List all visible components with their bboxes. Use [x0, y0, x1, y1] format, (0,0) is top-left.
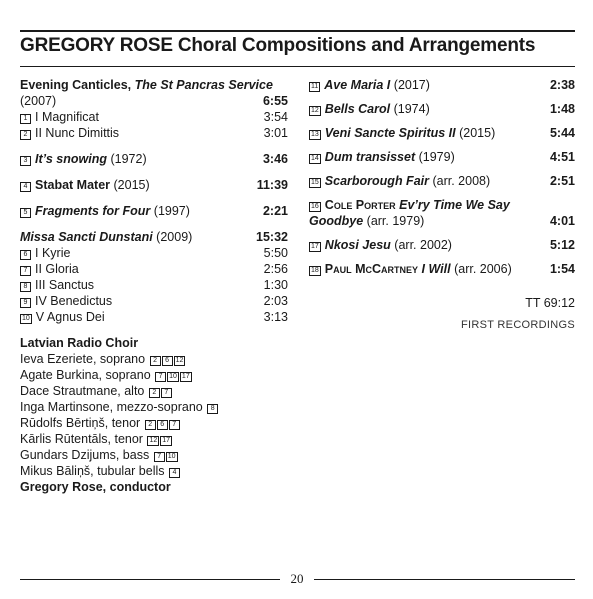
- track-year: (arr. 2006): [454, 262, 512, 276]
- missa-heading: [20, 229, 288, 245]
- track-number: 15: [311, 179, 319, 186]
- track-number: 9: [20, 298, 31, 308]
- track-year: (1972): [110, 152, 147, 166]
- track-year: (arr. 2002): [394, 238, 452, 252]
- track-row: [309, 173, 575, 189]
- right-column: [309, 77, 575, 333]
- track-number: 2: [20, 130, 31, 140]
- soloist-line: [20, 463, 288, 479]
- performers-block: [20, 335, 288, 495]
- soloist-line: [20, 367, 288, 383]
- track-ref: 8: [207, 404, 218, 414]
- track-year: (arr. 2008): [432, 174, 491, 188]
- track-label: III Sanctus: [35, 278, 95, 292]
- track-year: (1997): [153, 204, 190, 218]
- track-number: 10: [22, 315, 30, 322]
- track-label: IV Benedictus: [35, 294, 113, 308]
- track-year: (1974): [393, 102, 430, 116]
- track-row: [20, 261, 288, 277]
- track-number: 13: [311, 131, 319, 138]
- track-duration: 1:30: [263, 278, 288, 292]
- track-row: [309, 101, 575, 117]
- track-ref: 7: [154, 452, 165, 462]
- track-ref: 17: [162, 437, 171, 444]
- soloist-line: [20, 399, 288, 415]
- track-row: [20, 151, 288, 167]
- track-row: [20, 203, 288, 219]
- soloist-name: Inga Martinsone, mezzo-soprano: [20, 400, 203, 414]
- track-year: (2015): [113, 178, 150, 192]
- track-year: (2017): [393, 78, 430, 92]
- track-label: II Nunc Dimittis: [35, 126, 120, 140]
- track-ref: 7: [169, 420, 180, 430]
- track-duration: 4:01: [549, 214, 575, 228]
- track-number: 5: [20, 208, 31, 218]
- soloist-line: [20, 351, 288, 367]
- track-row: [20, 109, 288, 125]
- track-duration: 5:12: [549, 238, 575, 252]
- track-duration: 2:38: [549, 78, 575, 92]
- track-row: [20, 309, 288, 325]
- track-duration: 2:03: [263, 294, 288, 308]
- track-title: Bells Carol: [324, 102, 391, 116]
- track-duration: 2:51: [549, 174, 575, 188]
- track-row: [20, 293, 288, 309]
- left-column: [20, 77, 288, 495]
- track-label: V Agnus Dei: [35, 310, 105, 324]
- soloist-name: Dace Strautmane, alto: [20, 384, 145, 398]
- track-duration: 3:01: [263, 126, 288, 140]
- track-ref: 7: [155, 372, 166, 382]
- track-ref: 12: [175, 357, 184, 364]
- track-title: I Will: [421, 262, 451, 276]
- soloist-name: Ieva Ezeriete, soprano: [20, 352, 146, 366]
- track-row: [309, 77, 575, 93]
- track-label: I Magnificat: [35, 110, 99, 124]
- track-duration: 3:46: [262, 152, 288, 166]
- track-number: 18: [311, 267, 319, 274]
- track-duration: 1:54: [549, 262, 575, 276]
- track-ref: 2: [149, 388, 160, 398]
- choir-name: Latvian Radio Choir: [20, 336, 139, 350]
- canticles-block: [20, 77, 288, 141]
- top-rule: [20, 30, 575, 32]
- missa-block: [20, 229, 288, 325]
- track-label: I Kyrie: [35, 246, 71, 260]
- track-title: Ave Maria I: [324, 78, 391, 92]
- track-number: 8: [20, 282, 31, 292]
- track-year: (2015): [459, 126, 496, 140]
- track-composer: Paul McCartney: [324, 262, 419, 276]
- track-number: 7: [20, 266, 31, 276]
- soloist-name: Agate Burkina, soprano: [20, 368, 151, 382]
- soloist-name: Gundars Dzijums, bass: [20, 448, 150, 462]
- track-number: 14: [311, 155, 319, 162]
- track-row: [309, 261, 575, 277]
- track-number: 1: [20, 114, 31, 124]
- conductor-name: Gregory Rose, conductor: [20, 480, 171, 494]
- track-ref: 12: [149, 437, 158, 444]
- track-number: 16: [311, 203, 319, 210]
- total-time: TT 69:12: [525, 296, 575, 310]
- track-ref: 17: [181, 373, 190, 380]
- track-row: [309, 125, 575, 141]
- track-duration: 11:39: [256, 178, 288, 192]
- missa-year: (2009): [156, 230, 193, 244]
- title-rule: [20, 66, 575, 67]
- page-number: 20: [280, 571, 314, 587]
- canticles-heading: [20, 77, 288, 93]
- track-number: 12: [311, 107, 319, 114]
- track-title: Stabat Mater: [35, 178, 111, 192]
- track-title-cont: Goodbye: [309, 214, 364, 228]
- soloist-line: [20, 383, 288, 399]
- soloist-line: [20, 415, 288, 431]
- track-year: (arr. 1979): [366, 214, 425, 228]
- soloist-line: [20, 447, 288, 463]
- track-row: [309, 237, 575, 253]
- track-row: [20, 125, 288, 141]
- soloist-name: Kārlis Rūtentāls, tenor: [20, 432, 143, 446]
- soloist-name: Mikus Bāliņš, tubular bells: [20, 464, 165, 478]
- track-duration: 5:50: [263, 246, 288, 260]
- track-label: II Gloria: [35, 262, 79, 276]
- track-row: [20, 245, 288, 261]
- track-ref: 2: [150, 356, 161, 366]
- first-recordings-note: FIRST RECORDINGS: [461, 319, 575, 331]
- page-title: GREGORY ROSE Choral Compositions and Arrangements: [20, 35, 536, 56]
- track-row: [309, 197, 575, 229]
- canticles-title: Evening Canticles,: [20, 78, 135, 92]
- canticles-total: 6:55: [262, 94, 288, 108]
- missa-title: Missa Sancti Dunstani: [20, 230, 153, 244]
- track-number: 11: [311, 83, 319, 90]
- track-title: Nkosi Jesu: [324, 238, 391, 252]
- track-ref: 10: [167, 453, 176, 460]
- track-ref: 2: [145, 420, 156, 430]
- track-title: Veni Sancte Spiritus II: [324, 126, 456, 140]
- track-duration: 2:56: [263, 262, 288, 276]
- track-row: [20, 177, 288, 193]
- track-title: Fragments for Four: [35, 204, 151, 218]
- track-row: [20, 277, 288, 293]
- track-title: Scarborough Fair: [324, 174, 429, 188]
- missa-total: 15:32: [256, 230, 288, 244]
- track-title: It’s snowing: [35, 152, 107, 166]
- track-duration: 2:21: [262, 204, 288, 218]
- canticles-subtitle: The St Pancras Service: [134, 78, 273, 92]
- track-number: 6: [20, 250, 31, 260]
- track-number: 4: [20, 182, 31, 192]
- track-composer: Cole Porter: [324, 198, 396, 212]
- canticles-year-row: [20, 93, 288, 109]
- track-ref: 6: [157, 420, 168, 430]
- track-duration: 3:54: [263, 110, 288, 124]
- soloist-name: Rūdolfs Bērtiņš, tenor: [20, 416, 141, 430]
- track-ref: 6: [162, 356, 173, 366]
- track-year: (1979): [418, 150, 455, 164]
- track-title: Dum transisset: [324, 150, 416, 164]
- canticles-year: (2007): [20, 94, 57, 108]
- track-title: Ev’ry Time We Say: [399, 198, 510, 212]
- track-duration: 5:44: [549, 126, 575, 140]
- track-number: 3: [20, 156, 31, 166]
- track-number: 17: [311, 243, 319, 250]
- track-duration: 1:48: [549, 102, 575, 116]
- track-ref: 4: [169, 468, 180, 478]
- track-ref: 7: [161, 388, 172, 398]
- track-row: [309, 149, 575, 165]
- track-ref: 10: [169, 373, 177, 380]
- track-duration: 3:13: [263, 310, 288, 324]
- track-duration: 4:51: [549, 150, 575, 164]
- soloist-line: [20, 431, 288, 447]
